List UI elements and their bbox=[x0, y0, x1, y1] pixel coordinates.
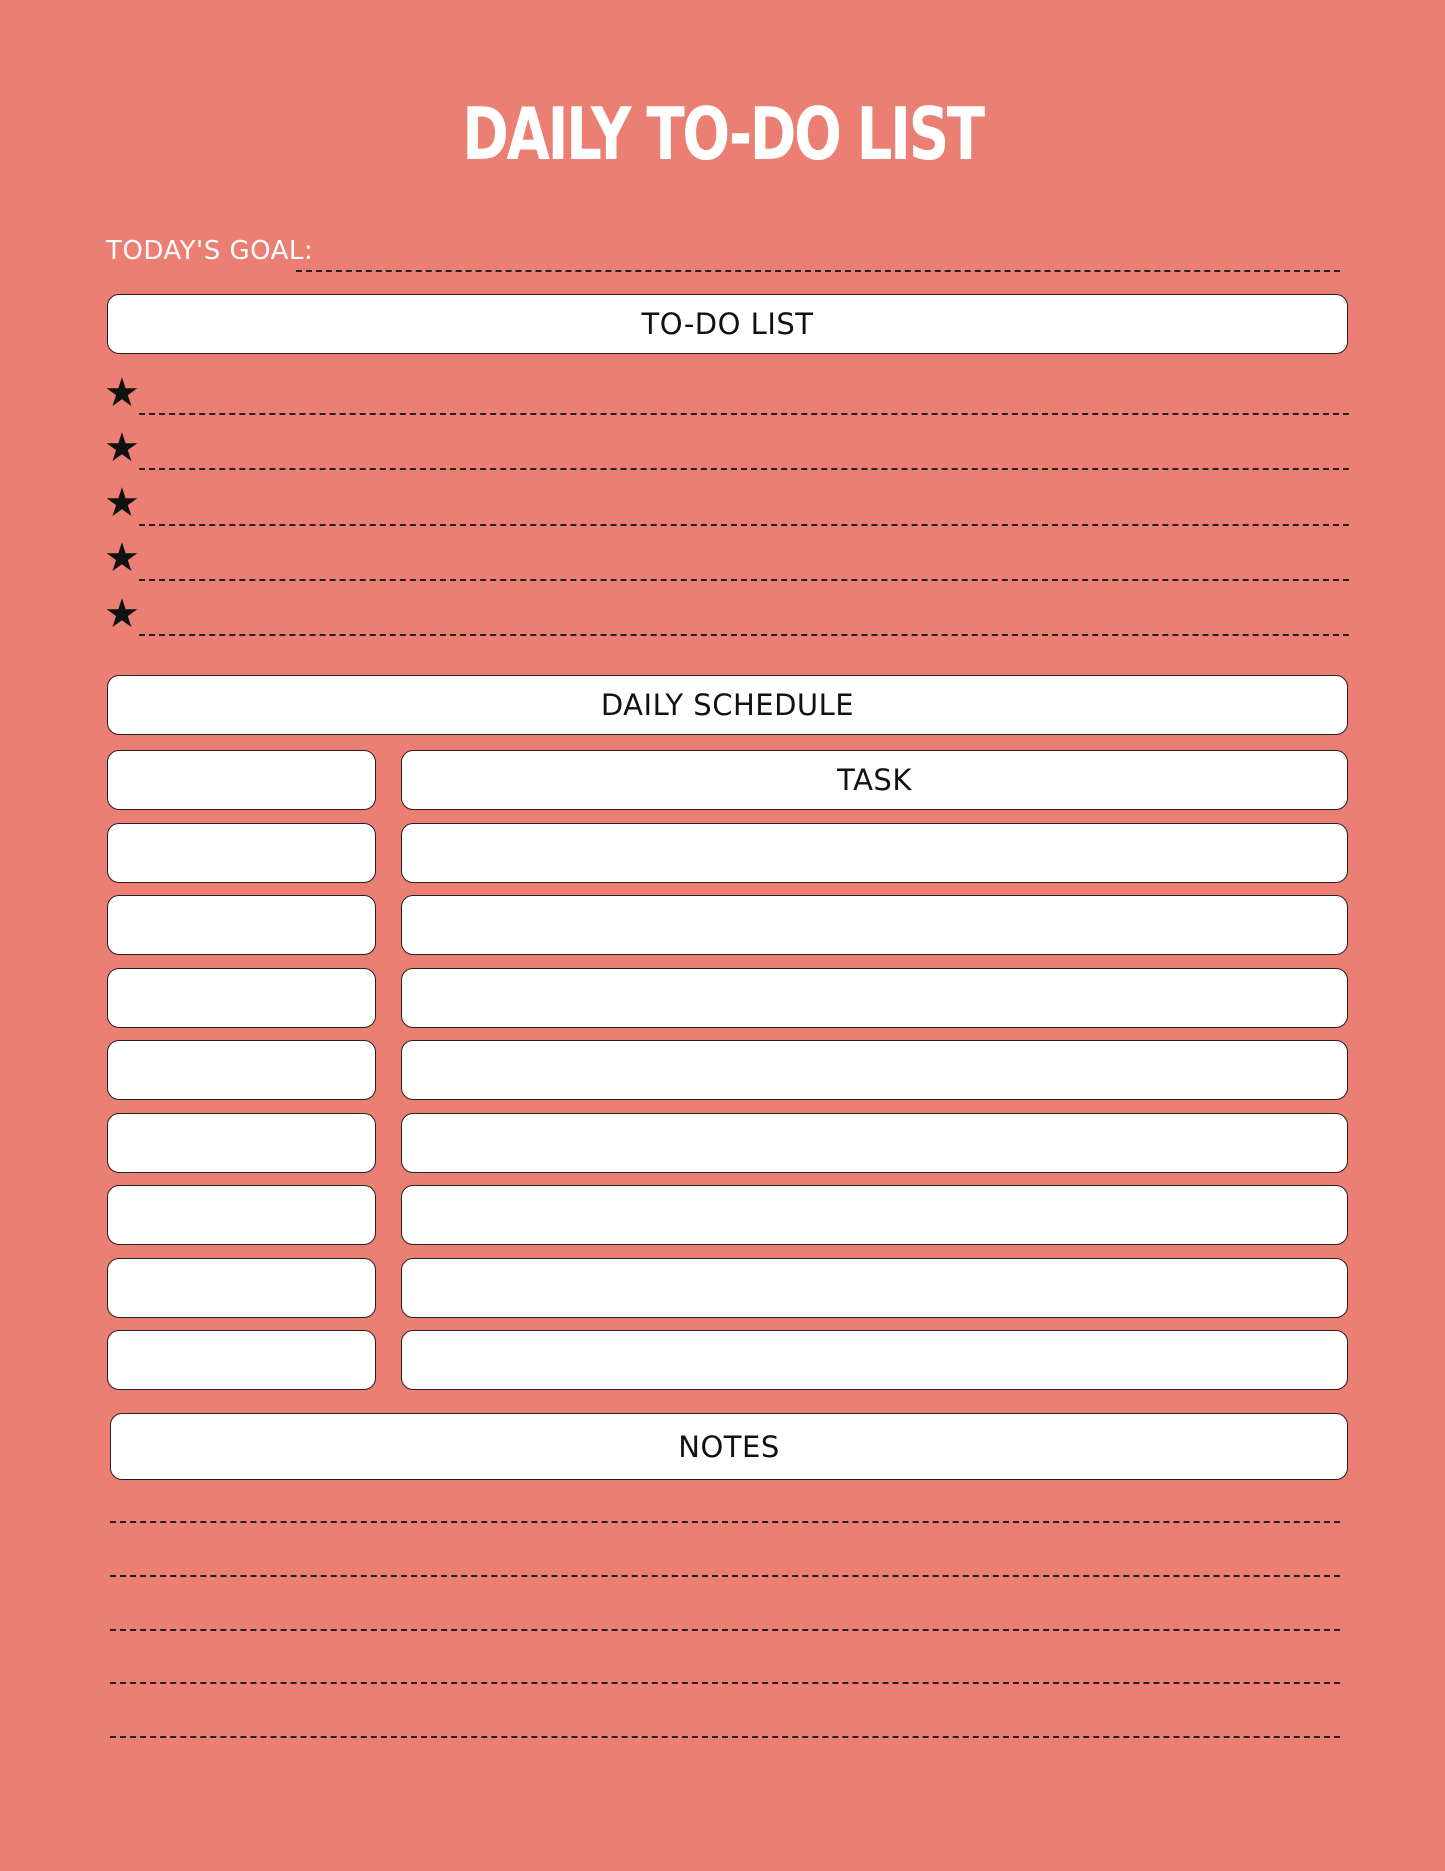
todo-list-header bbox=[107, 294, 1348, 354]
star-icon: ★ bbox=[104, 425, 140, 471]
todays-goal-label: TODAY'S GOAL: bbox=[106, 236, 314, 266]
star-icon: ★ bbox=[104, 591, 140, 637]
schedule-task-cell[interactable] bbox=[401, 1185, 1348, 1245]
schedule-time-cell[interactable] bbox=[107, 1185, 376, 1245]
daily-schedule-header-label: DAILY SCHEDULE bbox=[600, 688, 855, 722]
schedule-task-cell[interactable] bbox=[401, 895, 1348, 955]
star-icon: ★ bbox=[104, 535, 140, 581]
todo-item-line[interactable] bbox=[139, 413, 1349, 415]
schedule-task-cell[interactable] bbox=[401, 1113, 1348, 1173]
schedule-task-header bbox=[401, 750, 1348, 810]
schedule-time-header bbox=[107, 750, 376, 810]
notes-line[interactable] bbox=[110, 1575, 1340, 1577]
todo-item-line[interactable] bbox=[139, 634, 1349, 636]
notes-line[interactable] bbox=[110, 1682, 1340, 1684]
page-title: DAILY TO-DO LIST bbox=[462, 92, 983, 176]
schedule-task-cell[interactable] bbox=[401, 1330, 1348, 1390]
schedule-task-cell[interactable] bbox=[401, 1040, 1348, 1100]
daily-schedule-header bbox=[107, 675, 1348, 735]
schedule-time-cell[interactable] bbox=[107, 1040, 376, 1100]
star-icon: ★ bbox=[104, 480, 140, 526]
schedule-time-cell[interactable] bbox=[107, 823, 376, 883]
schedule-time-cell[interactable] bbox=[107, 895, 376, 955]
notes-line[interactable] bbox=[110, 1521, 1340, 1523]
schedule-time-cell[interactable] bbox=[107, 1258, 376, 1318]
schedule-task-cell[interactable] bbox=[401, 823, 1348, 883]
todo-list-header-label: TO-DO LIST bbox=[641, 307, 814, 341]
notes-header-label: NOTES bbox=[678, 1429, 780, 1464]
todo-item-line[interactable] bbox=[139, 579, 1349, 581]
notes-line[interactable] bbox=[110, 1736, 1340, 1738]
notes-header bbox=[110, 1413, 1348, 1480]
schedule-time-cell[interactable] bbox=[107, 1113, 376, 1173]
todo-item-line[interactable] bbox=[139, 524, 1349, 526]
star-icon: ★ bbox=[104, 370, 140, 416]
schedule-task-cell[interactable] bbox=[401, 1258, 1348, 1318]
schedule-task-header-label: TASK bbox=[837, 763, 912, 797]
schedule-time-cell[interactable] bbox=[107, 1330, 376, 1390]
schedule-time-cell[interactable] bbox=[107, 968, 376, 1028]
notes-line[interactable] bbox=[110, 1629, 1340, 1631]
todo-item-line[interactable] bbox=[139, 468, 1349, 470]
todays-goal-line[interactable] bbox=[296, 270, 1340, 272]
schedule-task-cell[interactable] bbox=[401, 968, 1348, 1028]
